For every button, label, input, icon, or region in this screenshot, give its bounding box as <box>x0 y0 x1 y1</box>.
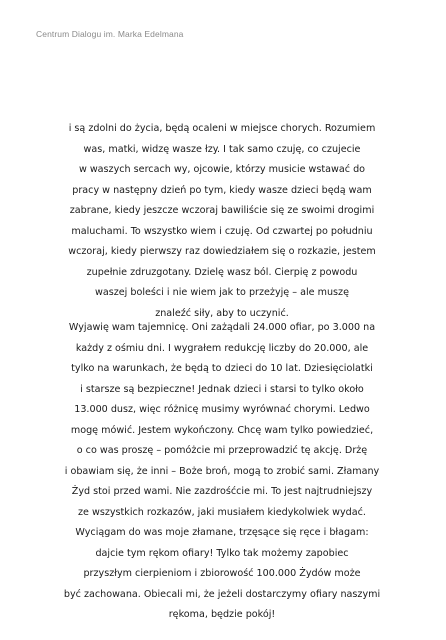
text-line: maluchami. To wszystko wiem i czuję. Od czwartej po południu <box>71 225 373 237</box>
text-line: dajcie tym rękom ofiary! Tylko tak możemy zapobiec <box>95 547 349 559</box>
text-line: w waszych sercach wy, ojcowie, którzy musicie wstawać do <box>78 164 366 175</box>
text-line: Żyd stoi przed wami. Nie zazdrośćcie mi. To jest najtrudniejszy <box>71 486 373 497</box>
text-line: Wyjawię wam tajemnicę. Oni zażądali 24.000 ofiar, po 3.000 na <box>68 322 376 333</box>
text-line: i starsze są bezpieczne! Jednak dzieci i starsi to tylko około <box>80 383 364 395</box>
running-header: Centrum Dialogu im. Marka Edelmana <box>36 29 184 39</box>
text-line: o co was proszę – pomóżcie mi przeprowadzić tę akcję. Drżę <box>76 445 368 456</box>
text-line: rękoma, będzie pokój! <box>168 609 276 620</box>
text-line: i są zdolni do życia, będą ocaleni w miejsce chorych. Rozumiem <box>68 123 376 134</box>
text-line: być zachowana. Obiecali mi, że jeżeli dostarczymy ofiary naszymi <box>63 588 381 600</box>
text-line: zupełnie zdruzgotany. Dzielę wasz ból. Cierpię z powodu <box>86 266 358 278</box>
paragraph-2 <box>60 318 384 626</box>
text-line: Wyciągam do was moje złamane, trzęsące się ręce i błagam: <box>75 527 369 538</box>
text-line: i obawiam się, że inni – Boże broń, mogą to zrobić sami. Złamany <box>64 465 380 477</box>
text-line: 13.000 dusz, więc różnicę musimy wyrównać chorymi. Ledwo <box>74 404 370 415</box>
text-line: pracy w następny dzień po tym, kiedy wasze dzieci będą wam <box>72 184 372 196</box>
text-line: tylko na warunkach, że będą to dzieci do 10 lat. Dziesięciolatki <box>71 363 373 374</box>
text-line: waszej boleści i nie wiem jak to przeżyję – ale muszę <box>95 287 349 298</box>
text-line: przyszłym cierpieniom i zbiorowość 100.000 Żydów może <box>83 568 361 579</box>
text-line: zabrane, kiedy jeszcze wczoraj bawiliście się ze swoimi drogimi <box>69 205 375 216</box>
text-line: ze wszystkich rozkazów, jaki musiałem kiedykolwiek wydać. <box>78 506 366 518</box>
text-line: wczoraj, kiedy pierwszy raz dowiedziałem się o rozkazie, jestem <box>68 246 376 257</box>
text-line: znaleźć siły, aby to uczynić. <box>155 307 289 319</box>
text-line: każdy z ośmiu dni. I wygrałem redukcję liczby do 20.000, ale <box>75 342 369 354</box>
text-line: was, matki, widzę wasze łzy. I tak samo czuję, co czujecie <box>83 143 361 155</box>
paragraph-1 <box>60 119 384 324</box>
text-line: mogę mówić. Jestem wykończony. Chcę wam tylko powiedzieć, <box>70 424 374 436</box>
